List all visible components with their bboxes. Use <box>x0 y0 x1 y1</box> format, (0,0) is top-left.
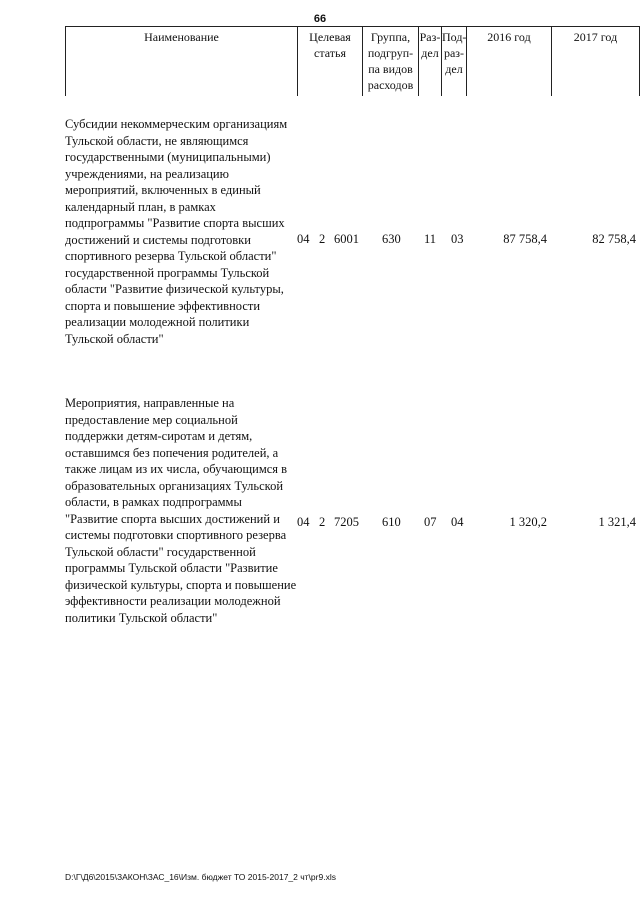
table-header <box>0 26 640 96</box>
row-amount-2017: 1 321,4 <box>598 515 636 529</box>
row-target-article-code: 7205 <box>334 515 359 529</box>
row-name: Мероприятия, направленные на предоставление мер социальной поддержки детям-сиротам и детям, оставшимся без попечения родителей, а также лицам из их числа, обучающимся в образовательных организациях Тульской области, в рамках подпрограммы "Развитие спорта высших достижений и системы подготовки спортивного резерва Тульской области" государственной программы Тульской области "Развитие физической культуры, спорта и повышение эффективности реализации молодежной политики Тульской области" <box>65 396 297 625</box>
row-section: 07 <box>424 515 437 529</box>
header-top-border <box>65 26 640 27</box>
header-subsection: Под- раз- дел <box>442 30 467 76</box>
row-amount-2017: 82 758,4 <box>592 232 636 246</box>
row-subsection: 03 <box>451 232 464 246</box>
row-expense-group: 610 <box>382 515 401 529</box>
row-target-article-code: 6001 <box>334 232 359 246</box>
row-target-article-subprogram: 2 <box>319 232 326 246</box>
row-amount-2016: 87 758,4 <box>503 232 547 246</box>
row-target-article-program: 04 <box>297 232 310 246</box>
header-year-2016: 2016 год <box>487 30 531 44</box>
page-number: 66 <box>313 13 327 25</box>
row-subsection: 04 <box>451 515 464 529</box>
row-name: Субсидии некоммерческим организациям Тульской области, не являющимся государственными (муниципальными) учреждениями, на реализацию мероприятий, включенных в единый календарный план, в рамках подпрограммы "Развитие спорта высших достижений и системы подготовки спортивного резерва Тульской области" государственной программы Тульской области "Развитие физической культуры, спорта и повышение эффективности реализации молодежной политики Тульской области" <box>65 117 288 346</box>
row-target-article-program: 04 <box>297 515 310 529</box>
row-section: 11 <box>424 232 437 246</box>
row-amount-2016: 1 320,2 <box>509 515 547 529</box>
row-expense-group: 630 <box>382 232 401 246</box>
header-name: Наименование <box>144 30 219 44</box>
row-target-article-subprogram: 2 <box>319 515 326 529</box>
header-target-article: Целевая статья <box>309 30 351 60</box>
header-expense-group: Группа, подгруп- па видов расходов <box>367 30 414 92</box>
header-year-2017: 2017 год <box>573 30 618 44</box>
file-path-footer: D:\Г\Д6\2015\ЗАКОН\ЗАС_16\Изм. бюджет ТО 2015-2017_2 чт\pr9.xls <box>65 872 336 882</box>
header-section: Раз- дел <box>419 30 441 60</box>
